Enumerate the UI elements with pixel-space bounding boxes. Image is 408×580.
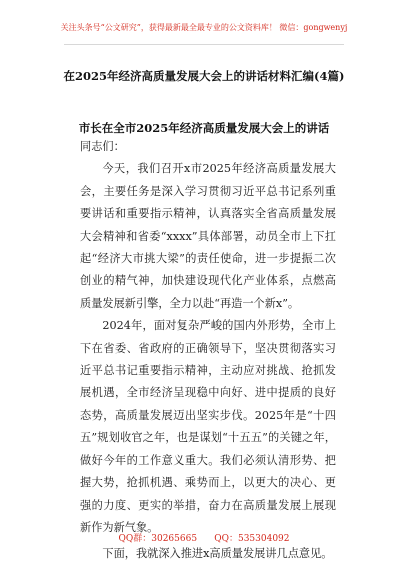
paragraph-3: 下面，我就深入推进x高质量发展讲几点意见。 (102, 547, 333, 561)
salutation: 同志们： (80, 140, 125, 153)
header-banner: 关注头条号“公文研究”，获得最新最全最专业的公文资料库！ 微信：gongwenyj (60, 23, 348, 32)
paragraph-1: 今天，我们召开x市2025年经济高质量发展大会，主要任务是深入学习贯彻习近平总书记系列重要讲话和重要指示精神，认真落实全省高质量发展大会精神和省委“xxxx”具体部署，动员全市上下扛起“经济大市挑大梁”的责任使命，进一步提振二次创业的精气神，加快建设现代化产业体系，点燃高质量发展新引擎，全力以赴“再造一个新x”。 (80, 162, 336, 310)
document-title: 在2025年经济高质量发展大会上的讲话材料汇编(4篇) (63, 69, 345, 83)
speech-title: 市长在全市2025年经济高质量发展大会上的讲话 (78, 121, 330, 135)
paragraph-2: 2024年，面对复杂严峻的国内外形势，全市上下在省委、省政府的正确领导下，坚决贯彻落实习近平总书记重要指示精神，主动应对挑战、抢抓发展机遇，全市经济呈现稳中向好、进中提质的良好态势，高质量发展迈出坚实步伐。2025年是“十四五”规划收官之年，也是谋划“十五五”的关键之年，做好今年的工作意义重大。我们必须认清形势、把握大势，抢抓机遇、乘势而上，以更大的决心、更强的力度、更实的举措，奋力在高质量发展上展现新作为新气象。 (80, 319, 336, 534)
header-divider (64, 44, 344, 45)
speech-body (80, 136, 336, 566)
footer-contact: QQ群：30265665 QQ：535304092 (118, 534, 290, 544)
